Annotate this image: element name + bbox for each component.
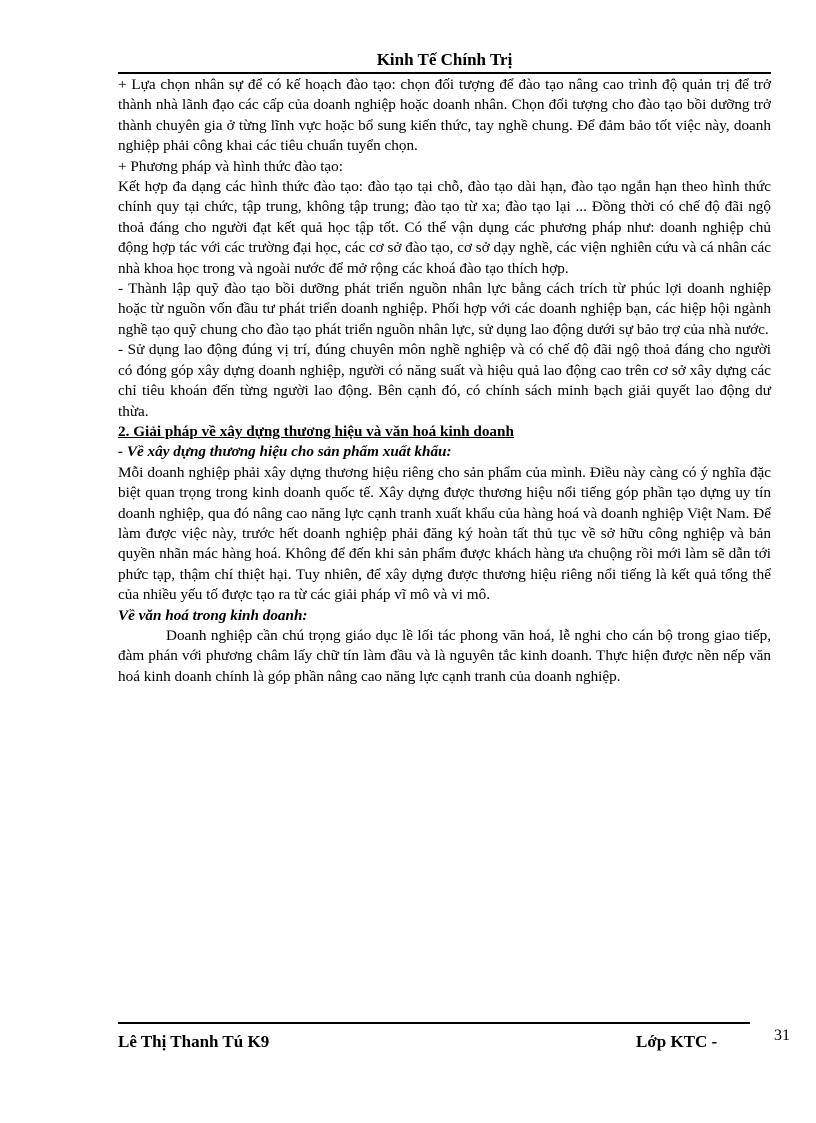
header-divider — [118, 72, 771, 74]
paragraph-training-methods-heading: + Phương pháp và hình thức đào tạo: — [118, 157, 343, 175]
paragraph-training-forms: Kết hợp đa dạng các hình thức đào tạo: đào tạo tại chỗ, đào tạo dài hạn, đào tạo ngắn hạn theo hình thức chính quy tại chức, tập trung, không tập trung; đào tạo từ xa; đào tạo lại ... Đồng thời có chế độ đãi ngộ thoả đáng cho người đạt kết quả học tập tốt. Có thể vận dụng các phương pháp như: doanh nghiệp chủ động hợp tác với các trường đại học, các cơ sở đào tạo, cơ sở dạy nghề, các viện nghiên cứu và cá nhân các nhà khoa học trong và ngoài nước để mở rộng các khoá đào tạo thích hợp. — [118, 178, 771, 277]
section-heading: 2. Giải pháp về xây dựng thương hiệu và văn hoá kinh doanh — [118, 422, 514, 440]
paragraph-brand-building: Mỗi doanh nghiệp phải xây dựng thương hiệu riêng cho sản phẩm của mình. Điều này càng có ý nghĩa đặc biệt quan trọng trong kinh doanh quốc tế. Xây dựng được thương hiệu nổi tiếng góp phần tạo dựng uy tín doanh nghiệp, qua đó nâng cao năng lực cạnh tranh xuất khẩu của hàng hoá và doanh nghiệp Việt Nam. Để làm được việc này, trước hết doanh nghiệp phải đăng ký hoàn tất thủ tục về sở hữu công nghiệp và bản quyền nhãn mác hàng hoá. Không để đến khi sản phẩm được khách hàng ưa chuộng rồi mới làm sẽ dẫn tới phức tạp, thậm chí thiệt hại. Tuy nhiên, để xây dựng được thương hiệu riêng nổi tiếng là kết quả tổng thể của nhiều yếu tố được tạo ra từ các giải pháp vĩ mô và vi mô. — [118, 463, 771, 604]
paragraph-training-fund: - Thành lập quỹ đào tạo bồi dưỡng phát triển nguồn nhân lực bằng cách trích từ phúc lợi doanh nghiệp hoặc từ nguồn vốn đầu tư phát triển doanh nghiệp. Phối hợp với các doanh nghiệp bạn, các hiệp hội ngành nghề tạo quỹ chung cho đào tạo phát triển nguồn nhân lực, sử dụng lao động dưới sự bảo trợ của nhà nước. — [118, 280, 771, 338]
paragraph-staff-selection: + Lựa chọn nhân sự để có kế hoạch đào tạo: chọn đối tượng để đào tạo nâng cao trình độ quản trị để trở thành nhà lãnh đạo các cấp của doanh nghiệp hoặc doanh nhân. Chọn đối tượng cho đào tạo bồi dưỡng trở thành chuyên gia ở từng lĩnh vực hoặc bổ sung kiến thức, tay nghề chung. Để đảm bảo tốt việc này, doanh nghiệp phải công khai các tiêu chuẩn tuyển chọn. — [118, 76, 771, 155]
page-number: 31 — [774, 1027, 790, 1044]
footer-divider — [118, 1022, 750, 1024]
page-header-title: Kinh Tế Chính Trị — [376, 50, 513, 69]
paragraph-business-culture: Doanh nghiệp cần chú trọng giáo dục lề lối tác phong văn hoá, lễ nghi cho cán bộ trong giao tiếp, đàm phán với phương châm lấy chữ tín làm đầu và là nguyên tắc kinh doanh. Thực hiện được nền nếp văn hoá kinh doanh chính là góp phần nâng cao năng lực cạnh tranh của doanh nghiệp. — [118, 626, 771, 685]
subheading-brand-building: - Về xây dựng thương hiệu cho sản phẩm xuất khẩu: — [118, 443, 452, 461]
footer-author: Lê Thị Thanh Tú K9 — [118, 1032, 270, 1051]
document-body — [118, 75, 771, 687]
paragraph-labor-use: - Sử dụng lao động đúng vị trí, đúng chuyên môn nghề nghiệp và có chế độ đãi ngộ thoả đáng cho người có đóng góp xây dựng doanh nghiệp, người có năng suất và hiệu quả lao động cao trên cơ sở xây dựng các chỉ tiêu khoán đến từng người lao động. Bên cạnh đó, có chính sách minh bạch giải quyết lao động dư thừa. — [118, 341, 771, 420]
subheading-business-culture: Về văn hoá trong kinh doanh: — [118, 606, 308, 624]
footer-class-label: Lớp KTC - — [636, 1032, 718, 1051]
